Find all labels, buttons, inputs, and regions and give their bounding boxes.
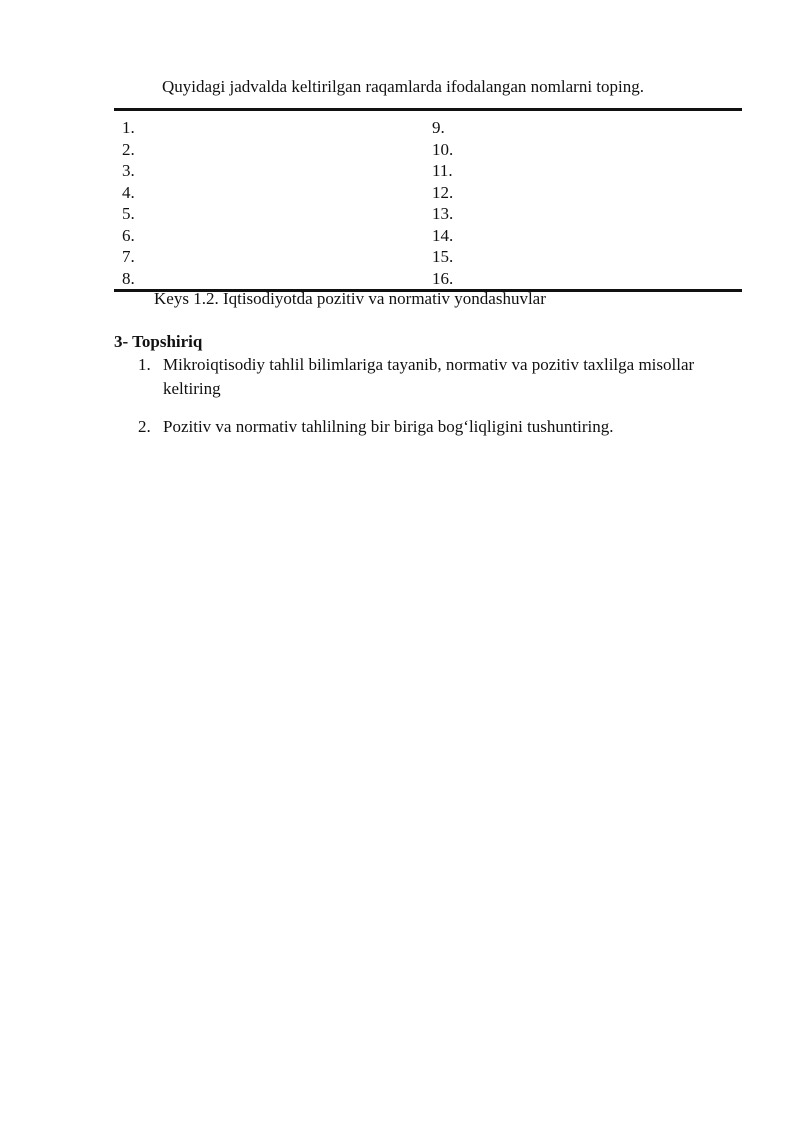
table-row bbox=[114, 160, 742, 182]
table-row bbox=[114, 117, 742, 139]
table-cell-left: 2. bbox=[122, 139, 135, 159]
task-list bbox=[138, 353, 718, 439]
task-item-text: Mikroiqtisodiy tahlil bilimlariga tayanib, normativ va pozitiv taxlilga misollar keltiring bbox=[163, 355, 695, 398]
task-item-text: Pozitiv va normativ tahlilning bir biriga bog‘liqligini tushuntiring. bbox=[163, 417, 614, 436]
table-row bbox=[114, 225, 742, 247]
table-cell-left: 7. bbox=[122, 247, 135, 266]
table-row bbox=[114, 203, 742, 225]
table-cell-right: 12. bbox=[432, 182, 454, 202]
table-cell-left: 8. bbox=[122, 268, 135, 288]
task-item-number: 2. bbox=[138, 417, 151, 436]
table-cell-left: 3. bbox=[122, 161, 135, 180]
table-row bbox=[114, 139, 742, 161]
intro-text: Quyidagi jadvalda keltirilgan raqamlarda ifodalangan nomlarni toping. bbox=[162, 77, 644, 96]
task-item-number: 1. bbox=[138, 355, 151, 374]
table-cell-left: 5. bbox=[122, 204, 135, 223]
table-cell-right: 10. bbox=[432, 139, 454, 159]
table-cell-left: 4. bbox=[122, 182, 135, 202]
table-cell-right: 14. bbox=[432, 225, 454, 245]
table-cell-left: 6. bbox=[122, 225, 135, 245]
table-cell-right: 11. bbox=[432, 161, 453, 180]
task-heading: 3- Topshiriq bbox=[114, 332, 203, 351]
table-cell-right: 13. bbox=[432, 204, 454, 223]
table-caption: Keys 1.2. Iqtisodiyotda pozitiv va normativ yondashuvlar bbox=[154, 289, 546, 308]
table-cell-right: 9. bbox=[432, 118, 445, 137]
table-row bbox=[114, 246, 742, 268]
numbered-table bbox=[114, 108, 742, 292]
table-row bbox=[114, 182, 742, 204]
task-item bbox=[138, 415, 718, 439]
task-item bbox=[138, 353, 718, 401]
table-cell-right: 15. bbox=[432, 247, 454, 266]
table-cell-right: 16. bbox=[432, 268, 454, 288]
table-cell-left: 1. bbox=[122, 118, 135, 137]
table-row bbox=[114, 268, 742, 290]
